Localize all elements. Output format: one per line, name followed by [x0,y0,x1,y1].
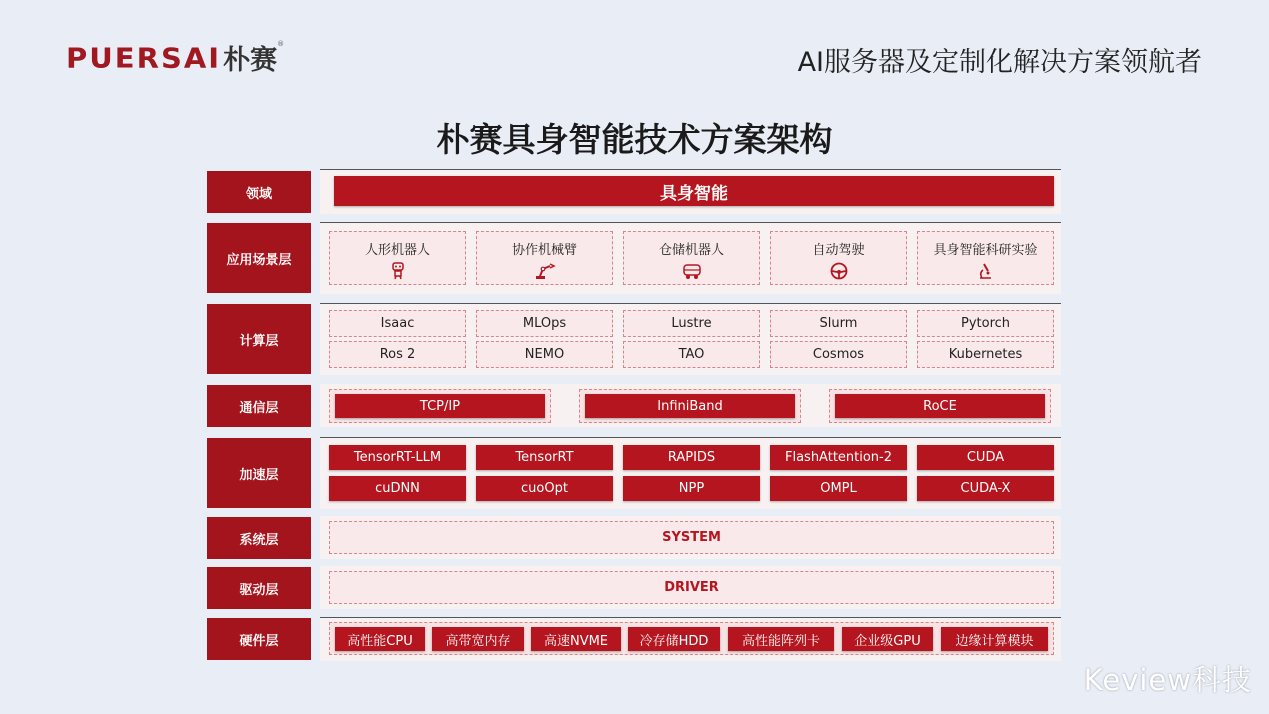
layer-label-communication: 通信层 [207,385,311,427]
layer-label-compute: 计算层 [207,304,311,374]
hardware-item: 冷存储HDD [628,627,720,651]
hardware-item: 高性能阵列卡 [728,627,834,651]
compute-item: Isaac [329,310,466,337]
hardware-item: 企业级GPU [842,627,933,651]
compute-item: Pytorch [917,310,1054,337]
accel-item: cuDNN [329,476,466,501]
accel-item: FlashAttention-2 [770,445,907,470]
compute-item: Ros 2 [329,341,466,368]
humanoid-robot-icon [389,262,407,280]
app-card-humanoid [329,231,466,285]
steering-wheel-icon [830,262,848,280]
slogan: AI服务器及定制化解决方案领航者 [797,47,1202,78]
app-card-research [917,231,1054,285]
logo-chinese-text: 朴赛 [223,45,278,76]
hardware-item: 高性能CPU [335,627,425,651]
robot-arm-icon [534,262,556,280]
compute-item: TAO [623,341,760,368]
compute-item: NEMO [476,341,613,368]
compute-item: Lustre [623,310,760,337]
comm-item-tcp: TCP/IP [335,394,545,418]
driver-bar: DRIVER [329,571,1054,604]
watermark: Keview科技 [1083,663,1252,697]
accel-item: RAPIDS [623,445,760,470]
page-title: 朴赛具身智能技术方案架构 [436,120,833,159]
layer-label-acceleration: 加速层 [207,438,311,508]
app-card-warehouse-robot [623,231,760,285]
accel-item: TensorRT-LLM [329,445,466,470]
logo-latin-text: PUERSAI [66,41,222,74]
hardware-item: 边缘计算模块 [941,627,1048,651]
brand-logo [66,38,284,77]
compute-item: Kubernetes [917,341,1054,368]
layer-label-domain: 领域 [207,171,311,213]
accel-item: CUDA-X [917,476,1054,501]
accel-item: cuoOpt [476,476,613,501]
accel-item: OMPL [770,476,907,501]
microscope-icon [977,262,995,280]
registered-mark: ® [277,40,285,48]
app-card-label: 仓储机器人 [658,243,724,258]
layer-label-driver: 驱动层 [207,567,311,609]
hardware-item: 高速NVME [531,627,621,651]
compute-item: Cosmos [770,341,907,368]
accel-item: CUDA [917,445,1054,470]
hardware-item: 高带宽内存 [432,627,524,651]
accel-item: TensorRT [476,445,613,470]
layer-label-hardware: 硬件层 [207,618,311,660]
app-card-robot-arm [476,231,613,285]
app-card-label: 具身智能科研实验 [933,243,1038,258]
app-card-label: 人形机器人 [364,243,430,258]
accel-item: NPP [623,476,760,501]
system-bar: SYSTEM [329,521,1054,554]
compute-item: MLOps [476,310,613,337]
app-card-label: 自动驾驶 [812,243,865,258]
warehouse-robot-icon [681,262,703,280]
comm-item-roce: RoCE [835,394,1045,418]
compute-item: Slurm [770,310,907,337]
layer-label-application: 应用场景层 [207,223,311,293]
app-card-autonomous-driving [770,231,907,285]
layer-label-system: 系统层 [207,517,311,559]
domain-bar: 具身智能 [334,176,1054,206]
comm-item-infiniband: InfiniBand [585,394,795,418]
app-card-label: 协作机械臂 [511,243,577,258]
